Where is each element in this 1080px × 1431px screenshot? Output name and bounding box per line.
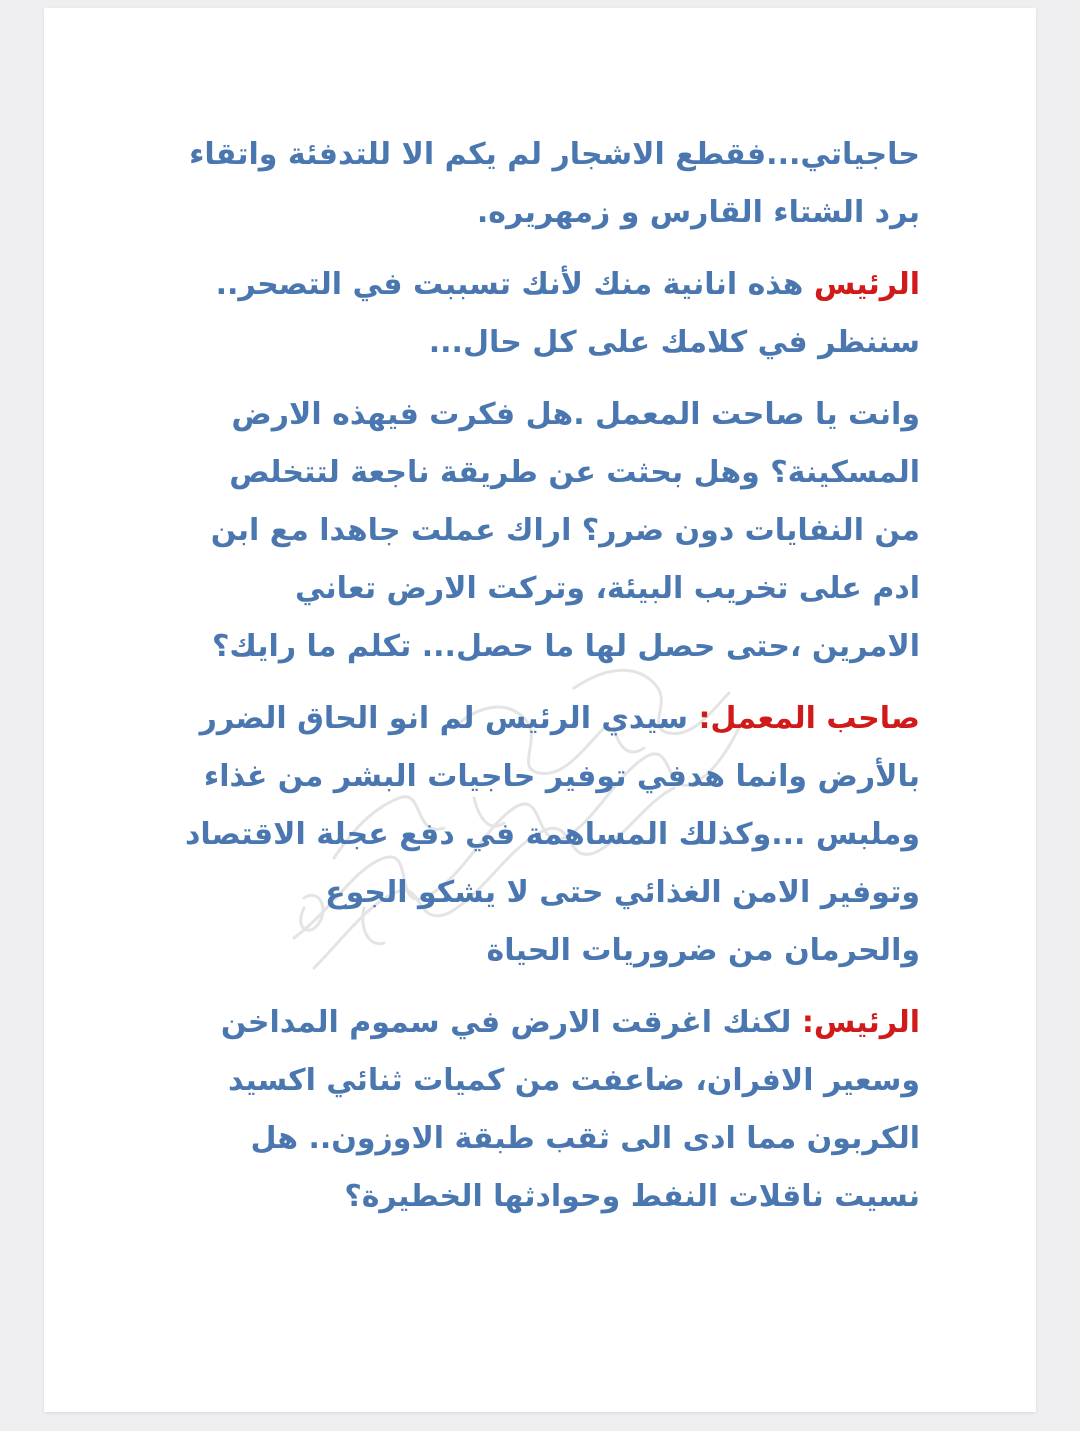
dialogue-text: هذه انانية منك لأنك تسببت في التصحر.. سننظر في كلامك على كل حال... — [215, 267, 920, 360]
dialogue-text: سيدي الرئيس لم انو الحاق الضرر بالأرض وانما هدفي توفير حاجيات البشر من غذاء وملبس ...وكذلك المساهمة في دفع عجلة الاقتصاد وتوفير الامن الغذائي حتى لا يشكو الجوع والحرمان من ضروريات الحياة — [185, 701, 920, 968]
paragraph — [184, 690, 920, 980]
document-body — [184, 126, 920, 1240]
speaker-label: صاحب المعمل: — [698, 701, 920, 736]
paragraph — [184, 994, 920, 1226]
dialogue-text: لكنك اغرقت الارض في سموم المداخن وسعير الافران، ضاعفت من كميات ثنائي اكسيد الكربون مما ادى الى ثقب طبقة الاوزون.. هل نسيت ناقلات النفط وحوادثها الخطيرة؟ — [220, 1005, 920, 1214]
paragraph — [184, 386, 920, 676]
speaker-label: الرئيس: — [801, 1005, 920, 1040]
dialogue-text: وانت يا صاحت المعمل .هل فكرت فيهذه الارض المسكينة؟ وهل بحثت عن طريقة ناجعة لتتخلص من النفايات دون ضرر؟ اراك عملت جاهدا مع ابن ادم على تخريب البيئة، وتركت الارض تعاني الامرين ،حتى حصل لها ما حصل... تكلم ما رايك؟ — [210, 397, 920, 664]
paragraph — [184, 126, 920, 242]
dialogue-text: حاجياتي...فقطع الاشجار لم يكم الا للتدفئة واتقاء برد الشتاء القارس و زمهريره. — [189, 137, 920, 230]
speaker-label: الرئيس — [813, 267, 920, 302]
paragraph — [184, 256, 920, 372]
document-page — [44, 8, 1036, 1412]
